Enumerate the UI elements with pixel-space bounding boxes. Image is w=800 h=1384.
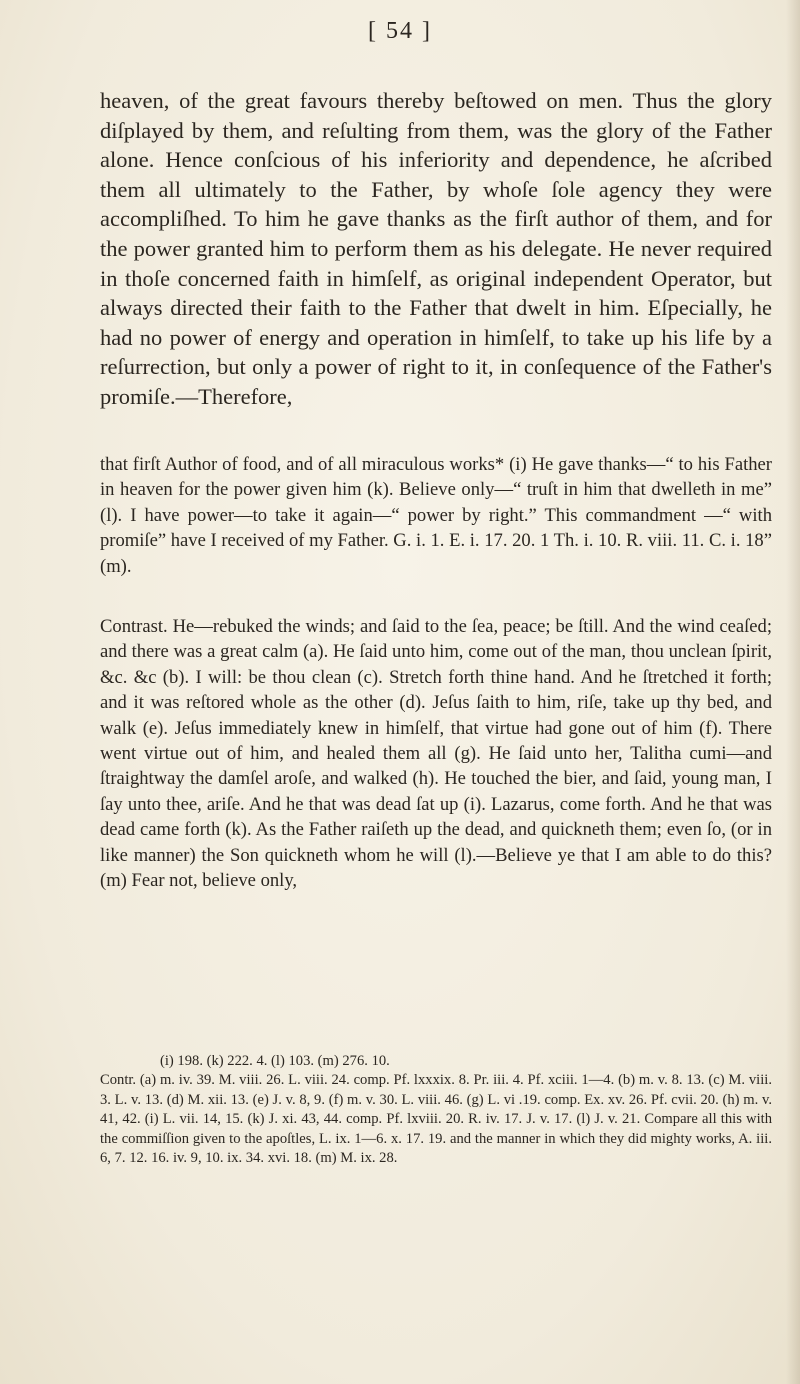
footnote-refs: (i) 198. (k) 222. 4. (l) 103. (m) 276. 10. — [160, 1053, 390, 1069]
main-paragraph-block — [100, 86, 772, 412]
footnote-contrast: Contr. (a) m. iv. 39. M. viii. 26. L. viii. 24. comp. Pf. lxxxix. 8. Pr. iii. 4. Pf. xciii. 1—4. (b) m. v. 8. 13. (c) M. viii. 3. L. v. 13. (d) M. xii. 13. (e) J. v. 8, 9. (f) m. v. 30. L. viii. 46. (g) L. vi .19. comp. Ex. xv. 26. Pf. cvii. 20. (h) m. v. 41, 42. (i) L. vii. 14, 15. (k) J. xi. 43, 44. comp. Pf. lxviii. 20. R. iv. 17. J. v. 17. (l) J. v. 21. Compare all this with the commiſſion given to the apoſtles, L. ix. 1—6. x. 17. 19. and the manner in which they did mighty works, A. iii. 6, 7. 12. 16. iv. 9, 10. ix. 34. xvi. 18. (m) M. ix. 28. — [100, 1072, 772, 1167]
footnotes — [100, 1052, 772, 1168]
contrast-paragraph-block — [100, 614, 772, 893]
page-edge-shadow — [786, 0, 800, 1384]
main-paragraph: heaven, of the great favours thereby beſtowed on men. Thus the glory diſplayed by them, and reſulting from them, was the glory of the Father alone. Hence conſcious of his inferiority and dependence, he aſcribed them all ultimately to the Father, by whoſe ſole agency they were accompliſhed. To him he gave thanks as the firſt author of them, and for the power granted him to perform them as his delegate. He never required in thoſe concerned faith in himſelf, as original independent Operator, but always directed their faith to the Father that dwelt in him. Eſpecially, he had no power of energy and operation in himſelf, to take up his life by a reſurrection, but only a power of right to it, in conſequence of the Father's promiſe.—Therefore, — [100, 88, 772, 409]
quotation-paragraph: that firſt Author of food, and of all miraculous works* (i) He gave thanks—“ to his Father in heaven for the power given him (k). Believe only—“ truſt in him that dwelleth in me” (l). I have power—to take it again—“ power by right.” This commandment —“ with promiſe” have I received of my Father. G. i. 1. E. i. 17. 20. 1 Th. i. 10. R. viii. 11. C. i. 18” (m). — [100, 454, 772, 577]
contrast-paragraph: Contrast. He—rebuked the winds; and ſaid to the ſea, peace; be ſtill. And the wind ceaſed; and there was a great calm (a). He ſaid unto him, come out of the man, thou unclean ſpirit, &c. &c (b). I will: be thou clean (c). Stretch forth thine hand. And he ſtretched it forth; and it was reſtored whole as the other (d). Jeſus ſaith to him, riſe, take up thy bed, and walk (e). Jeſus immediately knew in himſelf, that virtue had gone out of him (f). There went virtue out of him, and healed them all (g). He ſaid unto her, Talitha cumi—and ſtraightway the damſel aroſe, and walked (h). He touched the bier, and ſaid, young man, I ſay unto thee, ariſe. And he that was dead ſat up (i). Lazarus, come forth. And he that was dead came forth (k). As the Father raiſeth up the dead, and quickneth them; even ſo, (or in like manner) the Son quickneth whom he will (l).—Believe ye that I am able to do this? (m) Fear not, believe only, — [100, 616, 772, 892]
page-number: [ 54 ] — [368, 18, 432, 44]
quotation-paragraph-block — [100, 452, 772, 579]
